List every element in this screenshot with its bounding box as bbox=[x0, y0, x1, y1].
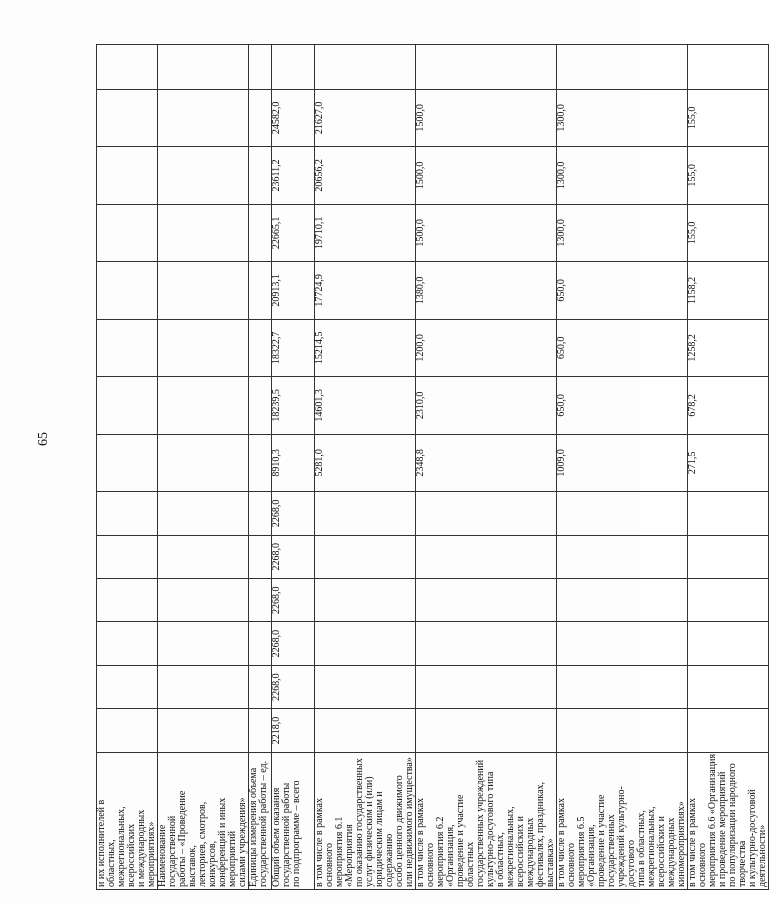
value-cell bbox=[158, 89, 249, 147]
value-cell bbox=[416, 622, 557, 665]
value-cell: 17724,9 bbox=[315, 262, 416, 320]
table-body bbox=[97, 45, 769, 890]
value-cell: 1500,0 bbox=[416, 147, 557, 205]
value-cell bbox=[688, 45, 769, 90]
value-cell: 19710,1 bbox=[315, 204, 416, 262]
row-label bbox=[416, 752, 557, 889]
row-label-line: в областных, межрегиональных, bbox=[495, 806, 516, 887]
value-cell: 1500,0 bbox=[416, 89, 557, 147]
row-label-line: мероприятия 6.5 «Организация, bbox=[576, 816, 597, 887]
value-cell bbox=[249, 45, 272, 90]
rotated-table-wrapper bbox=[96, 44, 768, 890]
value-cell: 155,0 bbox=[688, 204, 769, 262]
value-cell: 650,0 bbox=[557, 377, 688, 435]
value-cell bbox=[97, 89, 158, 147]
value-cell bbox=[688, 622, 769, 665]
row-label-line: особо ценного движимого bbox=[394, 775, 405, 887]
value-cell: 22665,1 bbox=[272, 204, 315, 262]
value-cell bbox=[97, 377, 158, 435]
value-cell bbox=[158, 535, 249, 578]
value-cell bbox=[272, 45, 315, 90]
value-cell: 2348,8 bbox=[416, 434, 557, 492]
value-cell bbox=[158, 262, 249, 320]
value-cell bbox=[97, 204, 158, 262]
row-label-line: силами учреждения» bbox=[237, 797, 248, 887]
value-cell bbox=[158, 434, 249, 492]
row-label-line: Единицы измерения объема bbox=[248, 767, 259, 887]
row-label-line: государственной работы bbox=[281, 782, 292, 887]
value-cell: 2268,0 bbox=[272, 665, 315, 708]
value-cell bbox=[97, 262, 158, 320]
table-row bbox=[688, 45, 769, 890]
value-cell bbox=[249, 89, 272, 147]
row-label-line: и культурно-досуговой деятельности» bbox=[747, 789, 768, 887]
value-cell bbox=[249, 204, 272, 262]
table-row bbox=[272, 45, 315, 890]
value-cell: 1200,0 bbox=[416, 319, 557, 377]
value-cell bbox=[557, 579, 688, 622]
value-cell bbox=[315, 665, 416, 708]
value-cell bbox=[97, 147, 158, 205]
row-label-line: мероприятия 6.6 «Организация bbox=[707, 753, 718, 887]
row-label-line: в том числе в рамках основного bbox=[687, 798, 708, 887]
value-cell: 271,5 bbox=[688, 434, 769, 492]
row-label-line: лекториев, смотров, конкурсов, bbox=[197, 801, 218, 887]
value-cell: 2268,0 bbox=[272, 622, 315, 665]
value-cell bbox=[97, 579, 158, 622]
value-cell bbox=[249, 377, 272, 435]
value-cell bbox=[315, 45, 416, 90]
value-cell: 23611,2 bbox=[272, 147, 315, 205]
value-cell bbox=[416, 665, 557, 708]
value-cell bbox=[557, 665, 688, 708]
value-cell bbox=[249, 579, 272, 622]
table-row bbox=[249, 45, 272, 890]
table-row bbox=[557, 45, 688, 890]
value-cell: 24582,0 bbox=[272, 89, 315, 147]
value-cell: 1158,2 bbox=[688, 262, 769, 320]
value-cell bbox=[557, 709, 688, 752]
value-cell: 1300,0 bbox=[557, 204, 688, 262]
row-label-line: государственной работы – ед. bbox=[258, 760, 269, 887]
value-cell: 8910,3 bbox=[272, 434, 315, 492]
value-cell bbox=[158, 377, 249, 435]
value-cell: 155,0 bbox=[688, 89, 769, 147]
row-label bbox=[97, 752, 158, 889]
table-row bbox=[315, 45, 416, 890]
value-cell bbox=[249, 709, 272, 752]
row-label-line: культурно-досугового типа bbox=[485, 771, 496, 887]
row-label bbox=[272, 752, 315, 889]
row-label-line: проведение и участие областных bbox=[455, 794, 476, 887]
value-cell: 15214,5 bbox=[315, 319, 416, 377]
value-cell bbox=[416, 535, 557, 578]
value-cell bbox=[97, 45, 158, 90]
value-cell bbox=[315, 492, 416, 535]
value-cell bbox=[249, 319, 272, 377]
value-cell: 650,0 bbox=[557, 319, 688, 377]
row-label-line: всероссийских и международных bbox=[515, 816, 536, 887]
value-cell bbox=[249, 665, 272, 708]
value-cell bbox=[315, 709, 416, 752]
row-label-line: Общий объем оказания bbox=[271, 787, 282, 887]
value-cell bbox=[557, 492, 688, 535]
value-cell: 14601,3 bbox=[315, 377, 416, 435]
row-label-line: типа в областных, межрегиональных, bbox=[636, 806, 657, 887]
value-cell bbox=[249, 262, 272, 320]
value-cell bbox=[249, 147, 272, 205]
row-label-line: киномероприятиях» bbox=[676, 801, 687, 887]
row-label bbox=[557, 752, 688, 889]
value-cell bbox=[158, 579, 249, 622]
value-cell bbox=[315, 579, 416, 622]
value-cell bbox=[97, 665, 158, 708]
row-label-line: государственных учреждений bbox=[475, 759, 486, 887]
value-cell: 1009,0 bbox=[557, 434, 688, 492]
value-cell bbox=[249, 434, 272, 492]
value-cell bbox=[158, 147, 249, 205]
row-label-line: работы – «Проведение выставок, bbox=[177, 790, 198, 887]
data-table bbox=[96, 44, 769, 890]
value-cell bbox=[97, 709, 158, 752]
value-cell bbox=[315, 535, 416, 578]
row-label-line: всероссийских и международных bbox=[656, 816, 677, 887]
value-cell: 20656,2 bbox=[315, 147, 416, 205]
value-cell: 1500,0 bbox=[416, 204, 557, 262]
value-cell bbox=[688, 665, 769, 708]
value-cell: 5281,0 bbox=[315, 434, 416, 492]
value-cell bbox=[158, 665, 249, 708]
value-cell: 650,0 bbox=[557, 262, 688, 320]
table-row bbox=[158, 45, 249, 890]
row-label-line: по популяризации народного творчества bbox=[727, 763, 748, 887]
value-cell: 1380,0 bbox=[416, 262, 557, 320]
value-cell: 21627,0 bbox=[315, 89, 416, 147]
row-label-line: мероприятия 6.1 «Мероприятия bbox=[334, 816, 355, 887]
row-label-line: проведение и участие государственных bbox=[596, 794, 617, 887]
value-cell bbox=[158, 319, 249, 377]
value-cell bbox=[158, 709, 249, 752]
value-cell: 1300,0 bbox=[557, 89, 688, 147]
value-cell bbox=[557, 45, 688, 90]
table-row bbox=[416, 45, 557, 890]
row-label-line: и проведение мероприятий bbox=[717, 771, 728, 887]
value-cell bbox=[97, 535, 158, 578]
value-cell: 1258,2 bbox=[688, 319, 769, 377]
row-label-line: конференций и иных мероприятий bbox=[217, 797, 238, 887]
table-row bbox=[97, 45, 158, 890]
value-cell bbox=[688, 579, 769, 622]
row-label-line: или недвижимого имущества» bbox=[404, 757, 415, 887]
value-cell bbox=[97, 492, 158, 535]
value-cell: 1300,0 bbox=[557, 147, 688, 205]
row-label-line: по оказанию государственных bbox=[354, 758, 365, 887]
value-cell bbox=[249, 622, 272, 665]
row-label-line: в том числе в рамках основного bbox=[556, 798, 577, 887]
row-label-line: юридическим лицам и содержанию bbox=[374, 791, 395, 887]
row-label bbox=[249, 752, 272, 889]
row-label-line: и международных мероприятиях» bbox=[136, 809, 157, 887]
value-cell: 155,0 bbox=[688, 147, 769, 205]
value-cell: 2268,0 bbox=[272, 579, 315, 622]
value-cell bbox=[416, 45, 557, 90]
row-label bbox=[315, 752, 416, 889]
value-cell bbox=[416, 579, 557, 622]
page-number: 65 bbox=[36, 432, 51, 446]
value-cell bbox=[158, 204, 249, 262]
value-cell: 2268,0 bbox=[272, 535, 315, 578]
value-cell bbox=[158, 492, 249, 535]
row-label-line: мероприятия 6.2 «Организация, bbox=[435, 816, 456, 887]
value-cell bbox=[97, 319, 158, 377]
value-cell bbox=[416, 492, 557, 535]
value-cell: 2310,0 bbox=[416, 377, 557, 435]
value-cell bbox=[249, 492, 272, 535]
row-label-line: межрегиональных, всероссийских bbox=[116, 806, 137, 887]
value-cell bbox=[557, 622, 688, 665]
value-cell bbox=[315, 622, 416, 665]
value-cell bbox=[249, 535, 272, 578]
value-cell: 678,2 bbox=[688, 377, 769, 435]
value-cell: 18239,5 bbox=[272, 377, 315, 435]
value-cell: 18322,7 bbox=[272, 319, 315, 377]
row-label-line: учреждений культурно-досугового bbox=[616, 786, 637, 887]
value-cell bbox=[688, 535, 769, 578]
row-label-line: в том числе в рамках основного bbox=[314, 798, 335, 887]
value-cell bbox=[688, 492, 769, 535]
row-label bbox=[158, 752, 249, 889]
value-cell bbox=[158, 45, 249, 90]
value-cell bbox=[97, 434, 158, 492]
row-label-line: по подпрограмме – всего bbox=[291, 780, 302, 887]
value-cell bbox=[97, 622, 158, 665]
value-cell: 2218,0 bbox=[272, 709, 315, 752]
value-cell: 20913,1 bbox=[272, 262, 315, 320]
row-label bbox=[688, 752, 769, 889]
row-label-line: и их исполнителей в областных, bbox=[96, 799, 117, 887]
value-cell: 2268,0 bbox=[272, 492, 315, 535]
row-label-line: фестивалях, праздниках, выставках» bbox=[535, 781, 556, 887]
value-cell bbox=[557, 535, 688, 578]
value-cell bbox=[416, 709, 557, 752]
value-cell bbox=[688, 709, 769, 752]
value-cell bbox=[158, 622, 249, 665]
row-label-line: в том числе в рамках основного bbox=[415, 798, 436, 887]
row-label-line: Наименование государственной bbox=[157, 815, 178, 887]
row-label-line: услуг физическим и (или) bbox=[364, 776, 375, 887]
